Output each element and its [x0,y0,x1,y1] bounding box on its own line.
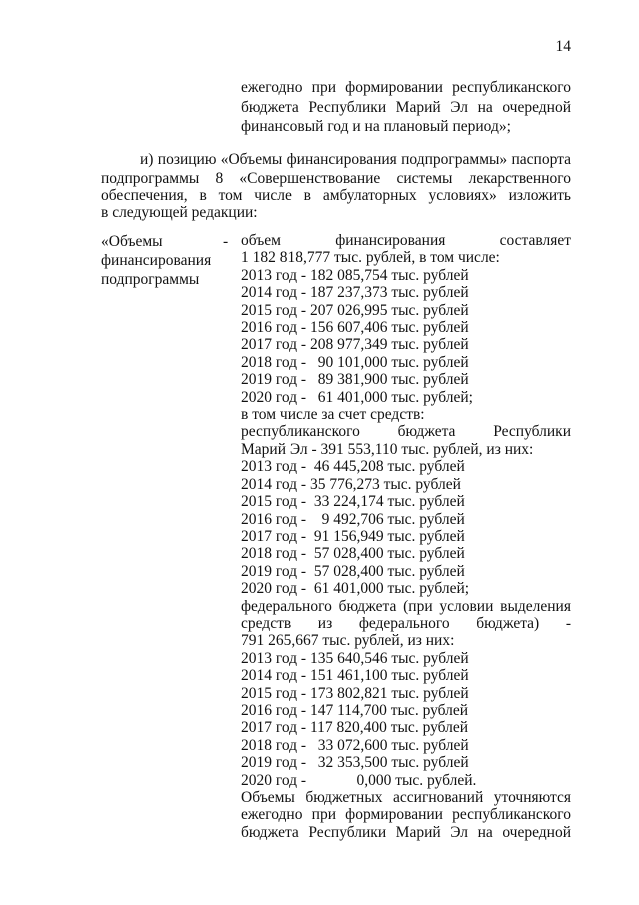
label-line: подпрограммы [101,271,200,288]
financing-line: 2020 год - 0,000 тыс. рублей. [241,771,477,789]
financing-line: 2019 год - 89 381,900 тыс. рублей [241,371,469,389]
financing-line: бюджета Республики Марий Эл на очередной [241,823,571,841]
intro-line: финансовый год и на плановый период»; [241,118,511,135]
label-line: «Объемы [101,233,163,250]
financing-line: 2016 год - 156 607,406 тыс. рублей [241,319,469,337]
financing-line: 2013 год - 135 640,546 тыс. рублей [241,649,469,667]
financing-line: 2013 год - 46 445,208 тыс. рублей [241,458,465,476]
financing-line: 2016 год - 147 114,700 тыс. рублей [241,701,469,719]
financing-line: Марий Эл - 391 553,110 тыс. рублей, из них: [241,440,534,458]
financing-line: 2020 год - 61 401,000 тыс. рублей; [241,388,473,406]
financing-line: республиканского бюджета Республики [241,423,571,441]
financing-line: 2017 год - 91 156,949 тыс. рублей [241,527,465,545]
intro-line: бюджета Республики Марий Эл на очередной [241,99,571,116]
financing-line: 2015 год - 173 802,821 тыс. рублей [241,684,469,702]
financing-line: 2015 год - 33 224,174 тыс. рублей [241,493,465,511]
paragraph-line: в следующей редакции: [101,204,258,221]
financing-line: 2013 год - 182 085,754 тыс. рублей [241,266,469,284]
financing-line: 1 182 818,777 тыс. рублей, в том числе: [241,249,500,267]
financing-details [241,232,571,841]
financing-line: 2015 год - 207 026,995 тыс. рублей [241,301,469,319]
paragraph-line: и) позицию «Объемы финансирования подпрограммы» паспорта [140,151,571,168]
financing-line: 2014 год - 151 461,100 тыс. рублей [241,667,469,685]
financing-line: 2014 год - 35 776,273 тыс. рублей [241,475,461,493]
financing-line: 2020 год - 61 401,000 тыс. рублей; [241,580,470,598]
paragraph-line: подпрограммы 8 «Совершенствование системы лекарственного [101,170,571,187]
financing-line: 2019 год - 32 353,500 тыс. рублей [241,754,469,772]
financing-line: объем финансирования составляет [241,232,571,249]
financing-line: 2019 год - 57 028,400 тыс. рублей [241,562,465,580]
financing-line: федерального бюджета (при условии выделения [241,597,571,615]
financing-line: 2014 год - 187 237,373 тыс. рублей [241,284,469,302]
financing-line: средств из федерального бюджета) - [241,614,571,632]
financing-line: в том числе за счет средств: [241,406,425,424]
label-dash: - [223,233,229,250]
page-number: 14 [555,38,571,55]
financing-line: 2017 год - 208 977,349 тыс. рублей [241,336,469,354]
intro-line: ежегодно при формировании республиканского [241,79,571,96]
financing-line: 2016 год - 9 492,706 тыс. рублей [241,510,465,528]
financing-line: 2018 год - 90 101,000 тыс. рублей [241,353,469,371]
financing-line: 2018 год - 57 028,400 тыс. рублей [241,545,465,563]
paragraph-line: обеспечения, в том числе в амбулаторных условиях» изложить [101,187,571,204]
financing-line: ежегодно при формировании республиканского [241,806,571,824]
financing-line: 791 265,667 тыс. рублей, из них: [241,632,455,650]
financing-line: 2017 год - 117 820,400 тыс. рублей [241,719,469,737]
financing-line: Объемы бюджетных ассигнований уточняются [241,789,571,806]
financing-label [101,232,211,289]
label-line: финансирования [101,252,212,269]
financing-line: 2018 год - 33 072,600 тыс. рублей [241,736,469,754]
